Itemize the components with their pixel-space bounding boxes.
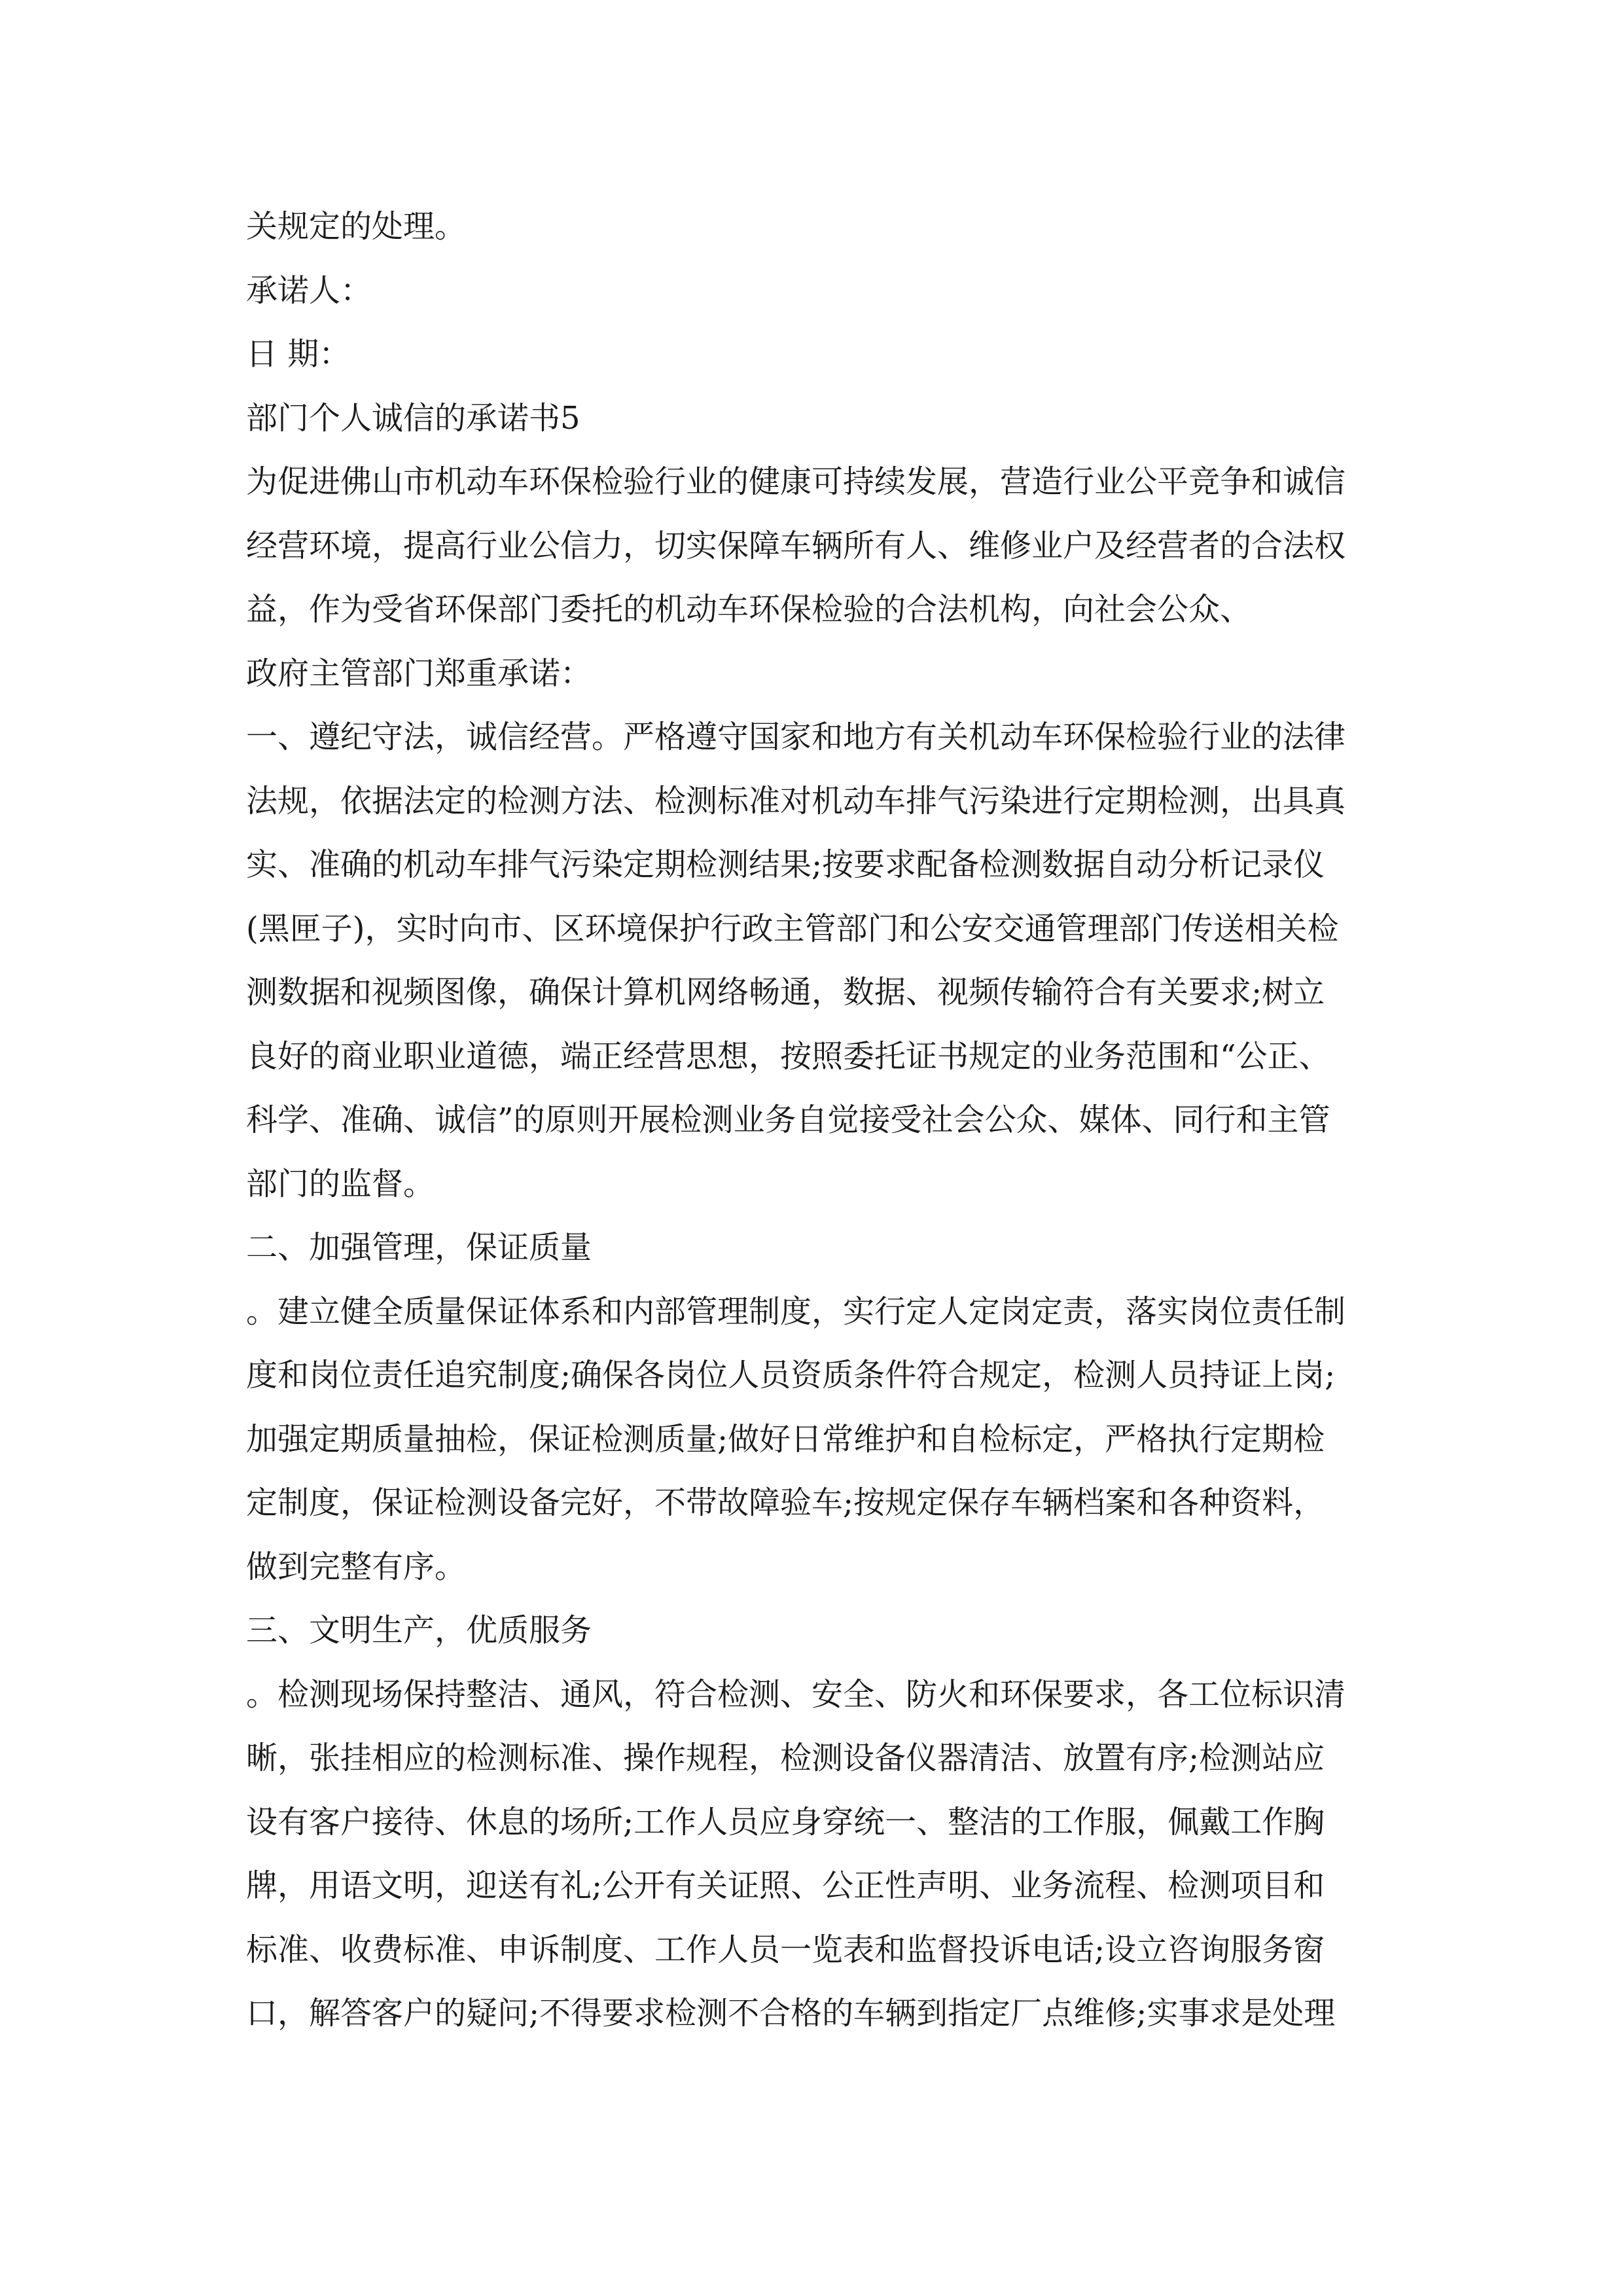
text-line: 标准、收费标准、申诉制度、工作人员一览表和监督投诉电话;设立咨询服务窗 (246, 1931, 1325, 1968)
text-line: 口，解答客户的疑问;不得要求检测不合格的车辆到指定厂点维修;实事求是处理 (246, 1995, 1336, 2032)
text-line: 一、遵纪守法，诚信经营。严格遵守国家和地方有关机动车环保检验行业的法律 (246, 719, 1346, 755)
text-line: 度和岗位责任追究制度;确保各岗位人员资质条件符合规定，检测人员持证上岗; (246, 1357, 1336, 1393)
text-line: 法规，依据法定的检测方法、检测标准对机动车排气污染进行定期检测，出具真 (246, 782, 1346, 819)
section-heading: 三、文明生产，优质服务 (246, 1612, 592, 1649)
text-line: 。检测现场保持整洁、通风，符合检测、安全、防火和环保要求，各工位标识清 (246, 1676, 1346, 1713)
text-line: 加强定期质量抽检，保证检测质量;做好日常维护和自检标定，严格执行定期检 (246, 1420, 1325, 1458)
text-line: (黑匣子)，实时向市、区环境保护行政主管部门和公安交通管理部门传送相关检 (246, 910, 1339, 947)
text-line: 经营环境，提高行业公信力，切实保障车辆所有人、维修业户及经营者的合法权 (246, 527, 1346, 564)
text-line: 科学、准确、诚信”的原则开展检测业务自觉接受社会公众、媒体、同行和主管 (246, 1102, 1330, 1138)
text-line: 设有客户接待、休息的场所;工作人员应身穿统一、整洁的工作服，佩戴工作胸 (246, 1803, 1325, 1840)
text-line: 实、准确的机动车排气污染定期检测结果;按要求配备检测数据自动分析记录仪 (246, 846, 1325, 883)
text-line: 良好的商业职业道德，端正经营思想，按照委托证书规定的业务范围和“公正、 (246, 1037, 1330, 1075)
text-line: 为促进佛山市机动车环保检验行业的健康可持续发展，营造行业公平竞争和诚信 (246, 463, 1346, 500)
section-heading: 二、加强管理，保证质量 (246, 1229, 592, 1266)
text-line: 关规定的处理。 (246, 208, 467, 245)
text-line: 。建立健全质量保证体系和内部管理制度，实行定人定岗定责，落实岗位责任制 (246, 1293, 1346, 1330)
text-line: 做到完整有序。 (246, 1548, 467, 1585)
signer-label: 承诺人： (246, 272, 372, 309)
section-title: 部门个人诚信的承诺书5 (246, 399, 580, 437)
text-line: 测数据和视频图像，确保计算机网络畅通，数据、视频传输符合有关要求;树立 (246, 974, 1325, 1011)
text-line: 牌，用语文明，迎送有礼;公开有关证照、公正性声明、业务流程、检测项目和 (246, 1867, 1325, 1904)
text-line: 晰，张挂相应的检测标准、操作规程，检测设备仪器清洁、放置有序;检测站应 (246, 1740, 1325, 1776)
text-line: 政府主管部门郑重承诺： (246, 655, 592, 692)
date-label: 日 期： (246, 336, 351, 372)
text-line: 定制度，保证检测设备完好，不带故障验车;按规定保存车辆档案和各种资料， (246, 1484, 1325, 1521)
text-line: 部门的监督。 (246, 1165, 435, 1202)
text-line: 益，作为受省环保部门委托的机动车环保检验的合法机构，向社会公众、 (246, 591, 1252, 628)
document-body (246, 195, 1404, 2046)
